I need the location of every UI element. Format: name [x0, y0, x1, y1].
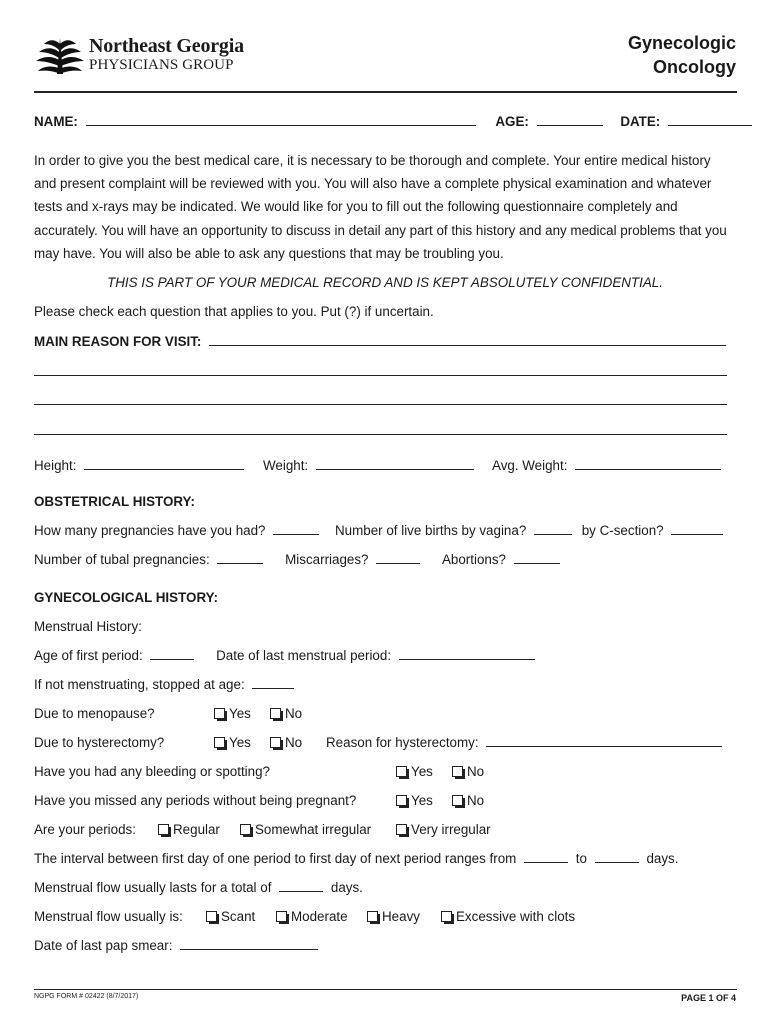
- date-field[interactable]: [668, 114, 752, 126]
- regular-option[interactable]: [158, 822, 220, 837]
- very-irregular-checkbox[interactable]: [396, 824, 407, 835]
- heavy-label: Heavy: [382, 909, 420, 924]
- miscarriages-label: Miscarriages?: [285, 552, 369, 567]
- abortions-field[interactable]: [514, 552, 560, 564]
- excessive-option[interactable]: [441, 909, 575, 924]
- hysterectomy-no-checkbox[interactable]: [270, 737, 281, 748]
- last-period-field[interactable]: [399, 648, 535, 660]
- abortions-label: Abortions?: [441, 552, 506, 567]
- page-number: PAGE 1 OF 4: [681, 993, 736, 1003]
- menstrual-history-label: Menstrual History:: [34, 619, 142, 634]
- height-field[interactable]: [84, 458, 244, 470]
- moderate-checkbox[interactable]: [276, 911, 287, 922]
- name-field[interactable]: [86, 114, 476, 126]
- menopause-no-checkbox[interactable]: [270, 708, 281, 719]
- form-title-line1: Gynecologic: [627, 33, 736, 53]
- somewhat-irregular-option[interactable]: [240, 822, 371, 837]
- pap-smear-field[interactable]: [180, 938, 318, 950]
- tubal-label: Number of tubal pregnancies:: [34, 552, 210, 567]
- pregnancies-label: How many pregnancies have you had?: [34, 523, 266, 538]
- missed-no-checkbox[interactable]: [452, 795, 463, 806]
- flow-is-label: Menstrual flow usually is:: [34, 909, 183, 924]
- tubal-row: [34, 552, 560, 567]
- hysterectomy-no-label: No: [285, 735, 303, 750]
- pap-smear-label: Date of last pap smear:: [34, 938, 173, 953]
- interval-from-field[interactable]: [524, 851, 568, 863]
- menopause-yes-checkbox[interactable]: [214, 708, 225, 719]
- height-label: Height:: [34, 458, 77, 473]
- leaf-logo-icon: [34, 34, 86, 78]
- avg-weight-label: Avg. Weight:: [492, 458, 568, 473]
- confidential-notice: THIS IS PART OF YOUR MEDICAL RECORD AND IS KEPT ABSOLUTELY CONFIDENTIAL.: [107, 275, 663, 290]
- missed-no-option[interactable]: [452, 793, 484, 808]
- form-title-line2: Oncology: [652, 57, 736, 77]
- weight-label: Weight:: [263, 458, 309, 473]
- bleeding-no-label: No: [467, 764, 485, 779]
- pregnancies-row: [34, 523, 723, 538]
- intro-paragraph: In order to give you the best medical care, it is necessary to be thorough and complete. Your entire medical history and present complaint will be reviewed with you. You will also have a complete physical examination and whatever tests and x-rays may be indicated. We would like for you to fill out the following questionnaire completely and accurately. You will have an opportunity to discuss in detail any part of this history and any medical problems that you may have. You will also be able to ask any questions that may be troubling you.: [34, 153, 727, 261]
- name-label: NAME:: [34, 114, 78, 129]
- gynecological-heading: GYNECOLOGICAL HISTORY:: [34, 590, 219, 605]
- somewhat-irregular-label: Somewhat irregular: [255, 822, 372, 837]
- excessive-label: Excessive with clots: [456, 909, 576, 924]
- due-menopause-label: Due to menopause?: [34, 706, 155, 721]
- c-section-label: by C-section?: [581, 523, 664, 538]
- pap-smear-row: [34, 938, 318, 953]
- hysterectomy-yes-checkbox[interactable]: [214, 737, 225, 748]
- periods-are-label: Are your periods:: [34, 822, 136, 837]
- age-first-period-field[interactable]: [150, 648, 194, 660]
- somewhat-irregular-checkbox[interactable]: [240, 824, 251, 835]
- interval-to-label: to: [575, 851, 587, 866]
- org-logo: [34, 34, 264, 78]
- bleeding-no-checkbox[interactable]: [452, 766, 463, 777]
- interval-to-field[interactable]: [595, 851, 639, 863]
- menopause-yes-option[interactable]: [214, 706, 251, 721]
- patient-info-row: [34, 114, 752, 129]
- weight-field[interactable]: [316, 458, 474, 470]
- obstetrical-heading: OBSTETRICAL HISTORY:: [34, 494, 195, 509]
- instructions: Please check each question that applies to you. Put (?) if uncertain.: [34, 304, 434, 319]
- age-field[interactable]: [537, 114, 603, 126]
- pregnancies-field[interactable]: [273, 523, 319, 535]
- missed-yes-option[interactable]: [396, 793, 433, 808]
- flow-lasts-label: Menstrual flow usually lasts for a total of: [34, 880, 272, 895]
- missed-yes-label: Yes: [411, 793, 433, 808]
- missed-yes-checkbox[interactable]: [396, 795, 407, 806]
- very-irregular-label: Very irregular: [411, 822, 491, 837]
- main-reason-line-2[interactable]: [34, 375, 727, 376]
- c-section-field[interactable]: [671, 523, 723, 535]
- bleeding-yes-checkbox[interactable]: [396, 766, 407, 777]
- live-births-field[interactable]: [534, 523, 572, 535]
- excessive-checkbox[interactable]: [441, 911, 452, 922]
- missed-no-label: No: [467, 793, 485, 808]
- hysterectomy-no-option[interactable]: [270, 735, 302, 750]
- interval-row: [34, 851, 678, 866]
- flow-days-label: days.: [330, 880, 363, 895]
- very-irregular-option[interactable]: [396, 822, 491, 837]
- bleeding-yes-label: Yes: [411, 764, 433, 779]
- org-name-line2: PHYSICIANS GROUP: [89, 57, 234, 73]
- miscarriages-field[interactable]: [376, 552, 420, 564]
- moderate-option[interactable]: [276, 909, 348, 924]
- heavy-checkbox[interactable]: [367, 911, 378, 922]
- reason-hysterectomy-field[interactable]: [486, 735, 722, 747]
- main-reason-row: [34, 334, 726, 349]
- tubal-field[interactable]: [217, 552, 263, 564]
- scant-option[interactable]: [206, 909, 255, 924]
- age-label: AGE:: [495, 114, 529, 129]
- flow-lasts-row: [34, 880, 363, 895]
- main-reason-label: MAIN REASON FOR VISIT:: [34, 334, 202, 349]
- main-reason-line-4[interactable]: [34, 434, 727, 435]
- age-first-period-label: Age of first period:: [34, 648, 143, 663]
- heavy-option[interactable]: [367, 909, 420, 924]
- hysterectomy-yes-label: Yes: [229, 735, 251, 750]
- form-number: NGPG FORM # 02422 (8/7/2017): [34, 993, 139, 1000]
- menopause-yes-label: Yes: [229, 706, 251, 721]
- bleeding-label: Have you had any bleeding or spotting?: [34, 764, 270, 779]
- avg-weight-field[interactable]: [575, 458, 721, 470]
- hysterectomy-yes-option[interactable]: [214, 735, 251, 750]
- menopause-no-label: No: [285, 706, 303, 721]
- flow-lasts-field[interactable]: [279, 880, 323, 892]
- footer-divider: [34, 989, 737, 990]
- header-divider: [34, 91, 737, 93]
- org-name-line1: Northeast Georgia: [89, 35, 244, 57]
- stopped-at-age-label: If not menstruating, stopped at age:: [34, 677, 245, 692]
- reason-hysterectomy-group: [326, 735, 722, 750]
- first-period-row: [34, 648, 535, 663]
- last-period-label: Date of last menstrual period:: [216, 648, 392, 663]
- due-hysterectomy-label: Due to hysterectomy?: [34, 735, 165, 750]
- reason-hysterectomy-label: Reason for hysterectomy:: [326, 735, 479, 750]
- scant-label: Scant: [221, 909, 256, 924]
- stopped-row: [34, 677, 294, 692]
- regular-label: Regular: [173, 822, 220, 837]
- stopped-at-age-field[interactable]: [252, 677, 294, 689]
- regular-checkbox[interactable]: [158, 824, 169, 835]
- avg-weight-group: [492, 458, 721, 473]
- main-reason-line-3[interactable]: [34, 404, 727, 405]
- interval-days-label: days.: [646, 851, 679, 866]
- weight-group: [263, 458, 474, 473]
- interval-label: The interval between first day of one period to first day of next period ranges from: [34, 851, 517, 866]
- date-label: DATE:: [620, 114, 661, 129]
- moderate-label: Moderate: [291, 909, 348, 924]
- vitals-row: [34, 458, 244, 473]
- menopause-no-option[interactable]: [270, 706, 302, 721]
- live-births-label: Number of live births by vagina?: [334, 523, 527, 538]
- bleeding-yes-option[interactable]: [396, 764, 433, 779]
- main-reason-field[interactable]: [209, 334, 726, 346]
- bleeding-no-option[interactable]: [452, 764, 484, 779]
- missed-periods-label: Have you missed any periods without being pregnant?: [34, 793, 357, 808]
- scant-checkbox[interactable]: [206, 911, 217, 922]
